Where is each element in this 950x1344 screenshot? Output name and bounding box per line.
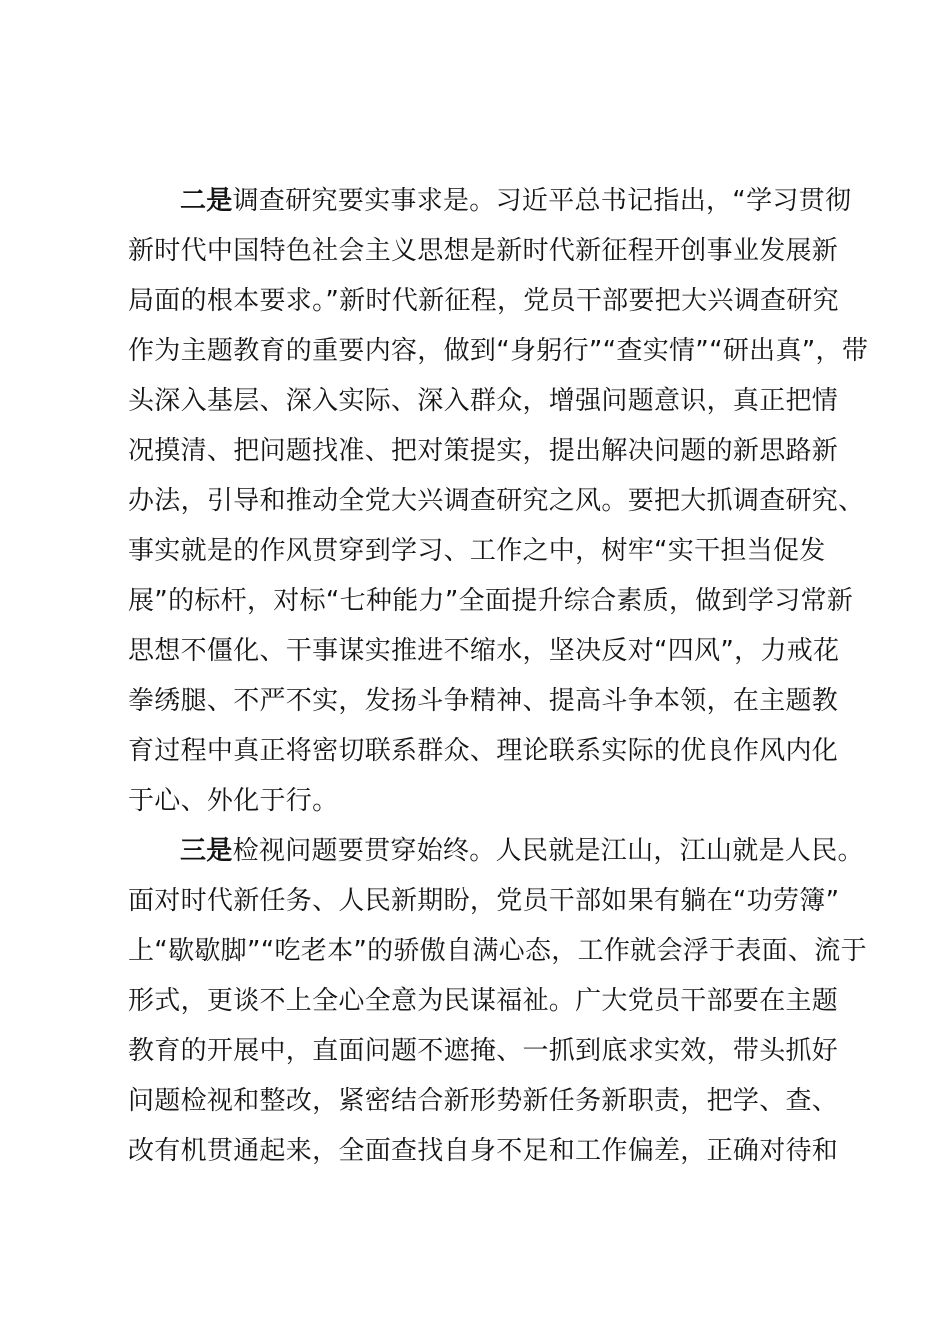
paragraph-1-line-8: 事实就是的作风贯穿到学习、工作之中，树牢“实干担当促发: [128, 536, 826, 566]
paragraph-1-line-9: 展”的标杆，对标“七种能力”全面提升综合素质，做到学习常新: [128, 586, 854, 616]
paragraph-1-line-1: [180, 181, 852, 221]
paragraph-2-lead: 三是: [180, 836, 233, 866]
paragraph-2-line-4: 形式，更谈不上全心全意为民谋福祉。广大党员干部要在主题: [128, 986, 839, 1016]
paragraph-2-line-5: 教育的开展中，直面问题不遮掩、一抓到底求实效，带头抓好: [128, 1036, 839, 1066]
paragraph-1-line-1-text: 调查研究要实事求是。习近平总书记指出，“学习贯彻: [232, 186, 852, 216]
paragraph-1-line-11: 拳绣腿、不严不实，发扬斗争精神、提高斗争本领，在主题教: [128, 686, 839, 716]
paragraph-2-line-3: 上“歇歇脚”“吃老本”的骄傲自满心态，工作就会浮于表面、流于: [128, 936, 867, 966]
paragraph-1-line-6: 况摸清、把问题找准、把对策提实，提出解决问题的新思路新: [128, 436, 839, 466]
paragraph-2-line-1-text: 检视问题要贯穿始终。人民就是江山，江山就是人民。: [232, 836, 864, 866]
paragraph-1-line-12: 育过程中真正将密切联系群众、理论联系实际的优良作风内化: [128, 736, 839, 766]
paragraph-1-line-3: 局面的根本要求。”新时代新征程，党员干部要把大兴调查研究: [128, 286, 839, 316]
paragraph-1-line-5: 头深入基层、深入实际、深入群众，增强问题意识，真正把情: [128, 386, 839, 416]
paragraph-2-line-2: 面对时代新任务、人民新期盼，党员干部如果有躺在“功劳簿”: [128, 886, 840, 916]
paragraph-1-lead: 二是: [180, 186, 233, 216]
paragraph-1-line-4: 作为主题教育的重要内容，做到“身躬行”“查实情”“研出真”，带: [128, 336, 869, 366]
paragraph-1-line-13: 于心、外化于行。: [128, 786, 339, 816]
paragraph-2-line-1: [180, 831, 864, 871]
paragraph-1-line-10: 思想不僵化、干事谋实推进不缩水，坚决反对“四风”，力戒花: [128, 636, 840, 666]
paragraph-2-line-7: 改有机贯通起来，全面查找自身不足和工作偏差，正确对待和: [128, 1136, 839, 1166]
paragraph-1-line-2: 新时代中国特色社会主义思想是新时代新征程开创事业发展新: [128, 236, 839, 266]
paragraph-1-line-7: 办法，引导和推动全党大兴调查研究之风。要把大抓调查研究、: [128, 486, 865, 516]
paragraph-2-line-6: 问题检视和整改，紧密结合新形势新任务新职责，把学、查、: [128, 1086, 839, 1116]
